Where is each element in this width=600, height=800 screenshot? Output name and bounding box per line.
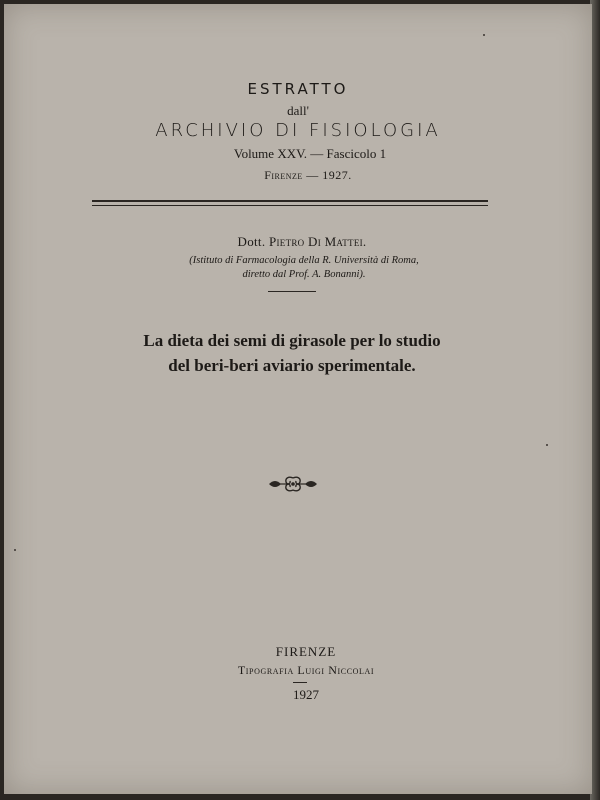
dall-text: dall' — [287, 103, 309, 118]
institute-affiliation — [10, 254, 598, 282]
imprint-city: FIRENZE — [275, 644, 337, 659]
title-line-2: del beri-beri aviario sperimentale. — [168, 356, 416, 375]
fleuron-ornament-icon — [267, 474, 319, 494]
imprint-printer: Tipografia Luigi Niccolai — [237, 663, 375, 677]
paper-speck — [483, 34, 485, 36]
article-title — [0, 328, 586, 378]
place-year: Firenze — 1927. — [264, 168, 352, 182]
volume-issue: Volume XXV. — Fascicolo 1 — [233, 146, 387, 161]
short-divider — [268, 291, 316, 292]
imprint-dash — [293, 682, 307, 683]
author-name: Pietro Di Mattei. — [268, 234, 367, 249]
institute-line-2: diretto dal Prof. A. Bonanni). — [242, 269, 366, 280]
document-page — [4, 4, 592, 794]
institute-line-1: (Istituto di Farmacologia della R. Università di Roma, — [189, 255, 419, 266]
author-line — [8, 234, 596, 250]
title-line-1: La dieta dei semi di girasole per lo studio — [143, 331, 441, 350]
double-rule-bottom — [92, 205, 488, 206]
author-prefix: Dott. — [237, 234, 266, 249]
paper-speck — [546, 444, 548, 446]
double-rule-top — [92, 200, 488, 202]
estratto-heading: ESTRATTO — [247, 80, 349, 98]
imprint-year: 1927 — [293, 687, 319, 702]
paper-speck — [14, 549, 16, 551]
journal-title: ARCHIVIO DI FISIOLOGIA — [155, 120, 441, 141]
